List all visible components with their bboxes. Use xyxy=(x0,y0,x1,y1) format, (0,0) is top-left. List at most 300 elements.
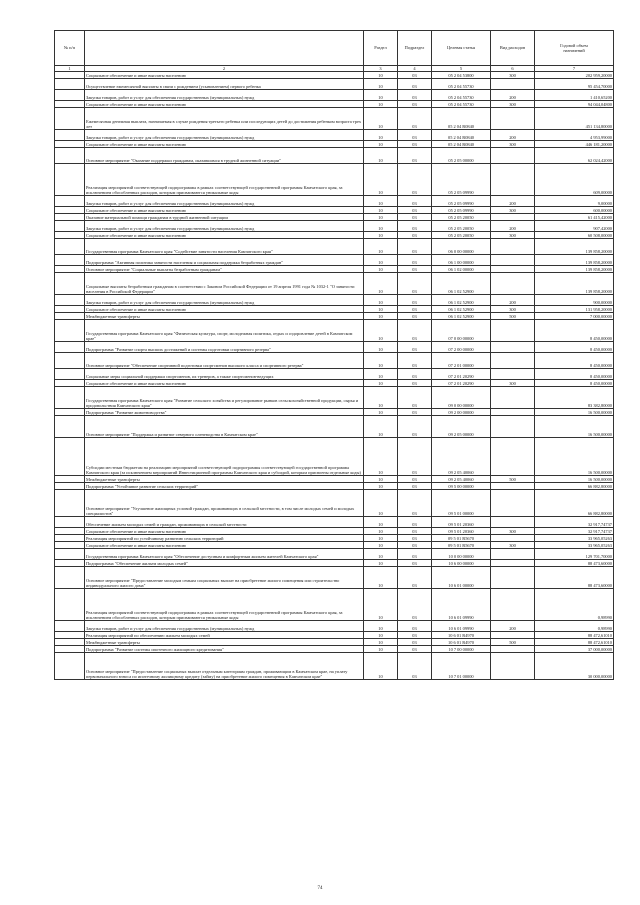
cell-podrazdel: 03 xyxy=(398,476,432,483)
cell-name: Закупка товаров, работ и услуг для обеспечения государственных (муниципальных) нужд xyxy=(85,196,364,207)
cell-expense-type: 200 xyxy=(491,196,535,207)
cell-expense-type: 300 xyxy=(491,232,535,239)
cell-name: Межбюджетные трансферты xyxy=(85,313,364,320)
cell-annual-sum: 33 965,05263 xyxy=(535,542,614,549)
table-row xyxy=(55,72,614,79)
cell-podrazdel: 03 xyxy=(398,295,432,306)
cell-annual-sum: 7 000,00000 xyxy=(535,313,614,320)
cell-expense-type xyxy=(491,632,535,639)
cell-razdel: 10 xyxy=(364,438,398,476)
cell-target-article: 05 2 04 55730 xyxy=(432,90,491,101)
cell-num xyxy=(55,639,85,646)
header-number: 4 xyxy=(398,66,432,72)
table-row xyxy=(55,239,614,255)
cell-razdel: 10 xyxy=(364,320,398,342)
cell-expense-type: 300 xyxy=(491,380,535,387)
cell-name: Государственная программа Камчатского края "Развитие сельского хозяйства и регулирование рынков сельскохозяйственной продукции, сырья и продовольствия Камчатского края" xyxy=(85,387,364,409)
cell-razdel: 10 xyxy=(364,141,398,148)
cell-name: Основное мероприятие "Обеспечение спортивной подготовки спортсменов высокого класса и спортивного резерва" xyxy=(85,353,364,369)
cell-target-article: 05 2 04 R0840 xyxy=(432,141,491,148)
cell-expense-type xyxy=(491,148,535,164)
cell-name: Осуществление ежемесячной выплаты в связи с рождением (усыновлением) первого ребенка xyxy=(85,79,364,90)
cell-name: Закупка товаров, работ и услуг для обеспечения государственных (муниципальных) нужд xyxy=(85,621,364,632)
header-expense-type: Вид расходов xyxy=(491,31,535,66)
cell-num xyxy=(55,490,85,517)
cell-target-article: 09 5 00 00000 xyxy=(432,483,491,490)
cell-num xyxy=(55,266,85,273)
budget-table xyxy=(54,30,614,680)
cell-annual-sum: 139 858,20000 xyxy=(535,239,614,255)
table-row xyxy=(55,90,614,101)
cell-num xyxy=(55,306,85,313)
cell-razdel: 10 xyxy=(364,387,398,409)
cell-num xyxy=(55,646,85,653)
cell-razdel: 10 xyxy=(364,130,398,141)
cell-num xyxy=(55,79,85,90)
cell-name: Основное мероприятие "Оказание поддержки гражданам, оказавшимся в трудной жизненной ситуации" xyxy=(85,148,364,164)
cell-expense-type xyxy=(491,79,535,90)
cell-podrazdel: 03 xyxy=(398,409,432,416)
cell-podrazdel: 03 xyxy=(398,387,432,409)
cell-annual-sum: 131 958,20000 xyxy=(535,306,614,313)
table-row xyxy=(55,353,614,369)
cell-expense-type xyxy=(491,214,535,221)
cell-podrazdel: 03 xyxy=(398,108,432,130)
cell-razdel: 10 xyxy=(364,542,398,549)
cell-target-article: 09 5 01 20360 xyxy=(432,517,491,528)
cell-name: Подпрограмма "Устойчивое развитие сельских территорий" xyxy=(85,483,364,490)
cell-razdel: 10 xyxy=(364,239,398,255)
cell-expense-type xyxy=(491,416,535,438)
cell-razdel: 10 xyxy=(364,517,398,528)
cell-name: Подпрограмма "Обеспечение жильем молодых семей" xyxy=(85,560,364,567)
cell-num xyxy=(55,273,85,295)
cell-podrazdel: 03 xyxy=(398,342,432,353)
cell-podrazdel: 03 xyxy=(398,639,432,646)
cell-expense-type: 300 xyxy=(491,141,535,148)
cell-razdel: 10 xyxy=(364,273,398,295)
cell-annual-sum: 139 858,20000 xyxy=(535,266,614,273)
cell-razdel: 10 xyxy=(364,266,398,273)
table-row xyxy=(55,646,614,653)
table-row xyxy=(55,369,614,380)
cell-target-article: 06 1 00 00000 xyxy=(432,255,491,266)
cell-razdel: 10 xyxy=(364,72,398,79)
cell-expense-type xyxy=(491,164,535,196)
cell-name: Ежемесячная денежная выплата, назначаемая в случае рождения третьего ребенка или последующих детей до достижения ребенком возраста трех лет xyxy=(85,108,364,130)
cell-name: Основное мероприятие "Предоставление молодым семьям социальных выплат на приобретение жилого помещения или строительство индивидуального жилого дома" xyxy=(85,567,364,589)
cell-podrazdel: 03 xyxy=(398,214,432,221)
cell-expense-type xyxy=(491,589,535,621)
cell-annual-sum: 451 134,80000 xyxy=(535,108,614,130)
cell-num xyxy=(55,476,85,483)
cell-razdel: 10 xyxy=(364,646,398,653)
header-name xyxy=(85,31,364,66)
cell-podrazdel: 03 xyxy=(398,313,432,320)
cell-podrazdel: 03 xyxy=(398,369,432,380)
cell-name: Межбюджетные трансферты xyxy=(85,476,364,483)
cell-expense-type: 300 xyxy=(491,72,535,79)
cell-name: Закупка товаров, работ и услуг для обеспечения государственных (муниципальных) нужд xyxy=(85,90,364,101)
cell-annual-sum: 8 450,00000 xyxy=(535,342,614,353)
cell-target-article: 05 2 04 55730 xyxy=(432,79,491,90)
cell-num xyxy=(55,90,85,101)
cell-num xyxy=(55,353,85,369)
cell-name: Государственная программа Камчатского края "Обеспечение доступным и комфортным жильем жителей Камчатского края" xyxy=(85,549,364,560)
table-row xyxy=(55,101,614,108)
table-row xyxy=(55,483,614,490)
cell-num xyxy=(55,535,85,542)
cell-expense-type xyxy=(491,266,535,273)
cell-target-article: 05 2 05 20050 xyxy=(432,221,491,232)
cell-name: Оказание материальной помощи гражданам в трудной жизненной ситуации xyxy=(85,214,364,221)
page-number: 74 xyxy=(317,886,323,891)
cell-expense-type: 500 xyxy=(491,476,535,483)
cell-razdel: 10 xyxy=(364,221,398,232)
cell-target-article: 06 1 02 52900 xyxy=(432,313,491,320)
cell-num xyxy=(55,416,85,438)
cell-target-article: 10 7 01 00000 xyxy=(432,653,491,680)
cell-name: Социальное обеспечение и иные выплаты населению xyxy=(85,141,364,148)
cell-podrazdel: 03 xyxy=(398,549,432,560)
cell-num xyxy=(55,130,85,141)
cell-target-article: 10 7 00 00000 xyxy=(432,646,491,653)
cell-num xyxy=(55,108,85,130)
cell-target-article: 09 5 01 20360 xyxy=(432,528,491,535)
table-row xyxy=(55,295,614,306)
cell-target-article: 07 2 01 20290 xyxy=(432,369,491,380)
cell-expense-type xyxy=(491,549,535,560)
cell-num xyxy=(55,221,85,232)
cell-name: Реализация мероприятий по обеспечению жильем молодых семей xyxy=(85,632,364,639)
cell-name: Подпрограмма "Развитие спорта высших достижений и системы подготовки спортивного резерва" xyxy=(85,342,364,353)
cell-podrazdel: 03 xyxy=(398,483,432,490)
table-row xyxy=(55,196,614,207)
cell-podrazdel: 03 xyxy=(398,380,432,387)
cell-name: Закупка товаров, работ и услуг для обеспечения государственных (муниципальных) нужд xyxy=(85,130,364,141)
cell-num xyxy=(55,196,85,207)
cell-expense-type xyxy=(491,490,535,517)
cell-expense-type: 300 xyxy=(491,542,535,549)
cell-target-article: 07 0 00 00000 xyxy=(432,320,491,342)
cell-target-article: 05 2 04 53800 xyxy=(432,72,491,79)
cell-podrazdel: 03 xyxy=(398,306,432,313)
cell-name: Социальное обеспечение и иные выплаты населению xyxy=(85,232,364,239)
cell-target-article: 09 2 00 00000 xyxy=(432,409,491,416)
cell-annual-sum: 88 473,60000 xyxy=(535,567,614,589)
cell-podrazdel: 03 xyxy=(398,141,432,148)
cell-podrazdel: 03 xyxy=(398,72,432,79)
cell-podrazdel: 03 xyxy=(398,490,432,517)
cell-podrazdel: 03 xyxy=(398,567,432,589)
cell-target-article: 10 0 00 00000 xyxy=(432,549,491,560)
header-number: 3 xyxy=(364,66,398,72)
cell-expense-type: 500 xyxy=(491,313,535,320)
cell-podrazdel: 03 xyxy=(398,164,432,196)
cell-podrazdel: 03 xyxy=(398,632,432,639)
table-row xyxy=(55,549,614,560)
cell-razdel: 10 xyxy=(364,632,398,639)
table-row xyxy=(55,207,614,214)
table-row xyxy=(55,542,614,549)
cell-razdel: 10 xyxy=(364,380,398,387)
cell-podrazdel: 03 xyxy=(398,273,432,295)
cell-expense-type xyxy=(491,273,535,295)
cell-name: Социальное обеспечение и иные выплаты населению xyxy=(85,207,364,214)
cell-name: Подпрограмма "Активная политика занятости населения и социальная поддержка безработных граждан" xyxy=(85,255,364,266)
cell-expense-type: 200 xyxy=(491,130,535,141)
cell-annual-sum: 60 508,00000 xyxy=(535,232,614,239)
cell-expense-type xyxy=(491,387,535,409)
cell-target-article: 09 5 01 R5670 xyxy=(432,542,491,549)
cell-expense-type xyxy=(491,560,535,567)
cell-num xyxy=(55,621,85,632)
cell-num xyxy=(55,164,85,196)
header-target-article: Целевая статья xyxy=(432,31,491,66)
cell-annual-sum: 66 882,80000 xyxy=(535,490,614,517)
cell-target-article: 05 2 05 00000 xyxy=(432,148,491,164)
cell-annual-sum: 62 024,42000 xyxy=(535,148,614,164)
cell-num xyxy=(55,567,85,589)
table-row xyxy=(55,130,614,141)
table-row xyxy=(55,214,614,221)
cell-target-article: 06 1 02 52900 xyxy=(432,273,491,295)
cell-annual-sum: 37 000,00000 xyxy=(535,646,614,653)
cell-expense-type: 300 xyxy=(491,528,535,535)
cell-target-article: 09 2 05 40060 xyxy=(432,438,491,476)
table-row xyxy=(55,409,614,416)
cell-expense-type: 200 xyxy=(491,221,535,232)
cell-expense-type xyxy=(491,369,535,380)
cell-razdel: 10 xyxy=(364,639,398,646)
cell-num xyxy=(55,409,85,416)
cell-podrazdel: 03 xyxy=(398,148,432,164)
header-number: 7 xyxy=(535,66,614,72)
cell-num xyxy=(55,320,85,342)
header-annual-sum: Годовой объем назначений xyxy=(535,31,614,66)
table-row xyxy=(55,653,614,680)
cell-annual-sum: 8 450,00000 xyxy=(535,380,614,387)
cell-razdel: 10 xyxy=(364,232,398,239)
cell-razdel: 10 xyxy=(364,567,398,589)
cell-target-article: 10 6 01 09990 xyxy=(432,621,491,632)
cell-podrazdel: 03 xyxy=(398,196,432,207)
cell-num xyxy=(55,380,85,387)
cell-name: Субсидии местным бюджетам на реализацию мероприятий соответствующей подпрограммы соответствующей государственной программы Камчатского края (за исключением мероприятий Инвестиционной программы Камчатского края и субсидий, которым присвоены отдельные коды) xyxy=(85,438,364,476)
cell-num xyxy=(55,589,85,621)
cell-target-article: 05 2 05 09990 xyxy=(432,164,491,196)
cell-target-article: 06 0 00 00000 xyxy=(432,239,491,255)
cell-num xyxy=(55,207,85,214)
cell-razdel: 10 xyxy=(364,148,398,164)
cell-podrazdel: 03 xyxy=(398,438,432,476)
cell-podrazdel: 03 xyxy=(398,535,432,542)
cell-num xyxy=(55,438,85,476)
cell-target-article: 05 2 05 09990 xyxy=(432,207,491,214)
cell-razdel: 10 xyxy=(364,306,398,313)
cell-name: Закупка товаров, работ и услуг для обеспечения государственных (муниципальных) нужд xyxy=(85,295,364,306)
cell-razdel: 10 xyxy=(364,416,398,438)
cell-podrazdel: 03 xyxy=(398,130,432,141)
cell-annual-sum: 61 415,42000 xyxy=(535,214,614,221)
cell-num xyxy=(55,542,85,549)
cell-expense-type xyxy=(491,255,535,266)
cell-podrazdel: 03 xyxy=(398,101,432,108)
cell-num xyxy=(55,255,85,266)
cell-annual-sum: 16 500,00000 xyxy=(535,416,614,438)
cell-annual-sum: 139 858,20000 xyxy=(535,273,614,295)
cell-annual-sum: 0,98990 xyxy=(535,589,614,621)
table-row xyxy=(55,221,614,232)
table-row xyxy=(55,621,614,632)
cell-name: Социальное обеспечение и иные выплаты населению xyxy=(85,542,364,549)
cell-target-article: 10 6 01 R4970 xyxy=(432,632,491,639)
cell-num xyxy=(55,560,85,567)
table-row xyxy=(55,639,614,646)
table-row xyxy=(55,232,614,239)
table-row xyxy=(55,320,614,342)
cell-expense-type: 300 xyxy=(491,101,535,108)
cell-podrazdel: 03 xyxy=(398,239,432,255)
cell-annual-sum: 66 882,80000 xyxy=(535,483,614,490)
table-row xyxy=(55,273,614,295)
cell-annual-sum: 8 450,00000 xyxy=(535,353,614,369)
cell-num xyxy=(55,517,85,528)
cell-annual-sum: 202 959,20000 xyxy=(535,72,614,79)
cell-name: Подпрограмма "Развитие системы ипотечного жилищного кредитования" xyxy=(85,646,364,653)
cell-annual-sum: 8 450,00000 xyxy=(535,369,614,380)
cell-annual-sum: 16 500,00000 xyxy=(535,438,614,476)
cell-razdel: 10 xyxy=(364,90,398,101)
cell-razdel: 10 xyxy=(364,214,398,221)
cell-razdel: 10 xyxy=(364,560,398,567)
header-number: 1 xyxy=(55,66,85,72)
table-row xyxy=(55,528,614,535)
cell-razdel: 10 xyxy=(364,528,398,535)
cell-name: Реализация мероприятий соответствующей подпрограммы в рамках соответствующей государственной программы Камчатского края, за исключением обособленных расходов, которым присваиваются уникальные коды xyxy=(85,164,364,196)
cell-annual-sum: 0,98990 xyxy=(535,621,614,632)
cell-target-article: 09 0 00 00000 xyxy=(432,387,491,409)
table-row xyxy=(55,164,614,196)
cell-annual-sum: 94 044,04800 xyxy=(535,101,614,108)
table-row xyxy=(55,313,614,320)
header-number: 6 xyxy=(491,66,535,72)
cell-annual-sum: 8 450,00000 xyxy=(535,320,614,342)
cell-expense-type xyxy=(491,353,535,369)
cell-num xyxy=(55,342,85,353)
cell-target-article: 09 5 01 00000 xyxy=(432,490,491,517)
cell-razdel: 10 xyxy=(364,79,398,90)
cell-razdel: 10 xyxy=(364,207,398,214)
cell-annual-sum: 33 965,05263 xyxy=(535,535,614,542)
header-razdel: Раздел xyxy=(364,31,398,66)
cell-expense-type xyxy=(491,320,535,342)
cell-razdel: 10 xyxy=(364,353,398,369)
cell-annual-sum: 30 000,00000 xyxy=(535,653,614,680)
table-row xyxy=(55,476,614,483)
cell-num xyxy=(55,387,85,409)
table-row xyxy=(55,589,614,621)
cell-annual-sum: 4 953,99000 xyxy=(535,130,614,141)
cell-name: Основное мероприятие "Предоставление социальных выплат отдельным категориям граждан, проживающим в Камчатском крае, на уплату первоначального взноса по ипотечному жилищному кредиту (займу) на приобретение жилого помещения в Камчатском крае" xyxy=(85,653,364,680)
cell-expense-type xyxy=(491,239,535,255)
cell-target-article: 09 2 05 00000 xyxy=(432,416,491,438)
table-row xyxy=(55,380,614,387)
table-row xyxy=(55,108,614,130)
cell-podrazdel: 03 xyxy=(398,646,432,653)
cell-name: Подпрограмма "Развитие животноводства" xyxy=(85,409,364,416)
table-row xyxy=(55,306,614,313)
cell-target-article: 10 6 00 00000 xyxy=(432,560,491,567)
cell-podrazdel: 03 xyxy=(398,232,432,239)
cell-num xyxy=(55,101,85,108)
cell-target-article: 06 1 02 52900 xyxy=(432,295,491,306)
cell-target-article: 06 1 02 52900 xyxy=(432,306,491,313)
budget-table-sheet xyxy=(54,30,613,680)
cell-target-article: 09 5 01 R5670 xyxy=(432,535,491,542)
cell-podrazdel: 03 xyxy=(398,221,432,232)
cell-target-article: 10 6 01 09990 xyxy=(432,589,491,621)
cell-name: Социальные меры социальной поддержки спортсменов, их тренеров, а также спортсменов-ведущих xyxy=(85,369,364,380)
cell-podrazdel: 03 xyxy=(398,542,432,549)
cell-num xyxy=(55,483,85,490)
cell-annual-sum: 600,00000 xyxy=(535,207,614,214)
cell-target-article: 05 2 05 20050 xyxy=(432,214,491,221)
cell-expense-type: 200 xyxy=(491,295,535,306)
cell-expense-type xyxy=(491,653,535,680)
cell-name: Социальное обеспечение и иные выплаты населению xyxy=(85,528,364,535)
cell-expense-type xyxy=(491,646,535,653)
cell-annual-sum: 1 410,65200 xyxy=(535,90,614,101)
cell-expense-type: 200 xyxy=(491,621,535,632)
cell-annual-sum: 446 181,20000 xyxy=(535,141,614,148)
cell-razdel: 10 xyxy=(364,196,398,207)
cell-name: Государственная программа Камчатского края "Физическая культура, спорт, молодежная политика, отдых и оздоровление детей в Камчатском крае" xyxy=(85,320,364,342)
cell-num xyxy=(55,313,85,320)
cell-annual-sum: 139 858,20000 xyxy=(535,255,614,266)
cell-podrazdel: 03 xyxy=(398,653,432,680)
cell-name: Основное мероприятие "Поддержка и развитие северного оленеводства в Камчатском крае" xyxy=(85,416,364,438)
cell-name: Реализация мероприятий по устойчивому развитию сельских территорий xyxy=(85,535,364,542)
table-row xyxy=(55,632,614,639)
cell-podrazdel: 03 xyxy=(398,560,432,567)
cell-annual-sum: 609,00000 xyxy=(535,164,614,196)
cell-expense-type: 300 xyxy=(491,306,535,313)
table-header-row xyxy=(55,31,614,66)
cell-podrazdel: 03 xyxy=(398,528,432,535)
cell-num xyxy=(55,369,85,380)
cell-expense-type xyxy=(491,567,535,589)
table-row xyxy=(55,490,614,517)
cell-target-article: 06 1 02 00000 xyxy=(432,266,491,273)
cell-podrazdel: 03 xyxy=(398,90,432,101)
table-row xyxy=(55,148,614,164)
cell-num xyxy=(55,214,85,221)
cell-podrazdel: 03 xyxy=(398,320,432,342)
cell-num xyxy=(55,549,85,560)
cell-name: Закупка товаров, работ и услуг для обеспечения государственных (муниципальных) нужд xyxy=(85,221,364,232)
cell-name: Социальные выплаты безработным гражданам в соответствии с Законом Российской Федерации от 19 апреля 1991 года № 1032-1 "О занятости населения в Российской Федерации" xyxy=(85,273,364,295)
cell-annual-sum: 88 472,61010 xyxy=(535,632,614,639)
table-row xyxy=(55,416,614,438)
cell-razdel: 10 xyxy=(364,164,398,196)
cell-annual-sum: 9,00000 xyxy=(535,196,614,207)
cell-expense-type: 200 xyxy=(491,90,535,101)
cell-annual-sum: 900,00000 xyxy=(535,295,614,306)
cell-name: Социальное обеспечение и иные выплаты населению xyxy=(85,72,364,79)
cell-name: Реализация мероприятий соответствующей подпрограммы в рамках соответствующей государственной программы Камчатского края, за исключением обособленных расходов, которым присваиваются уникальные коды xyxy=(85,589,364,621)
cell-razdel: 10 xyxy=(364,295,398,306)
